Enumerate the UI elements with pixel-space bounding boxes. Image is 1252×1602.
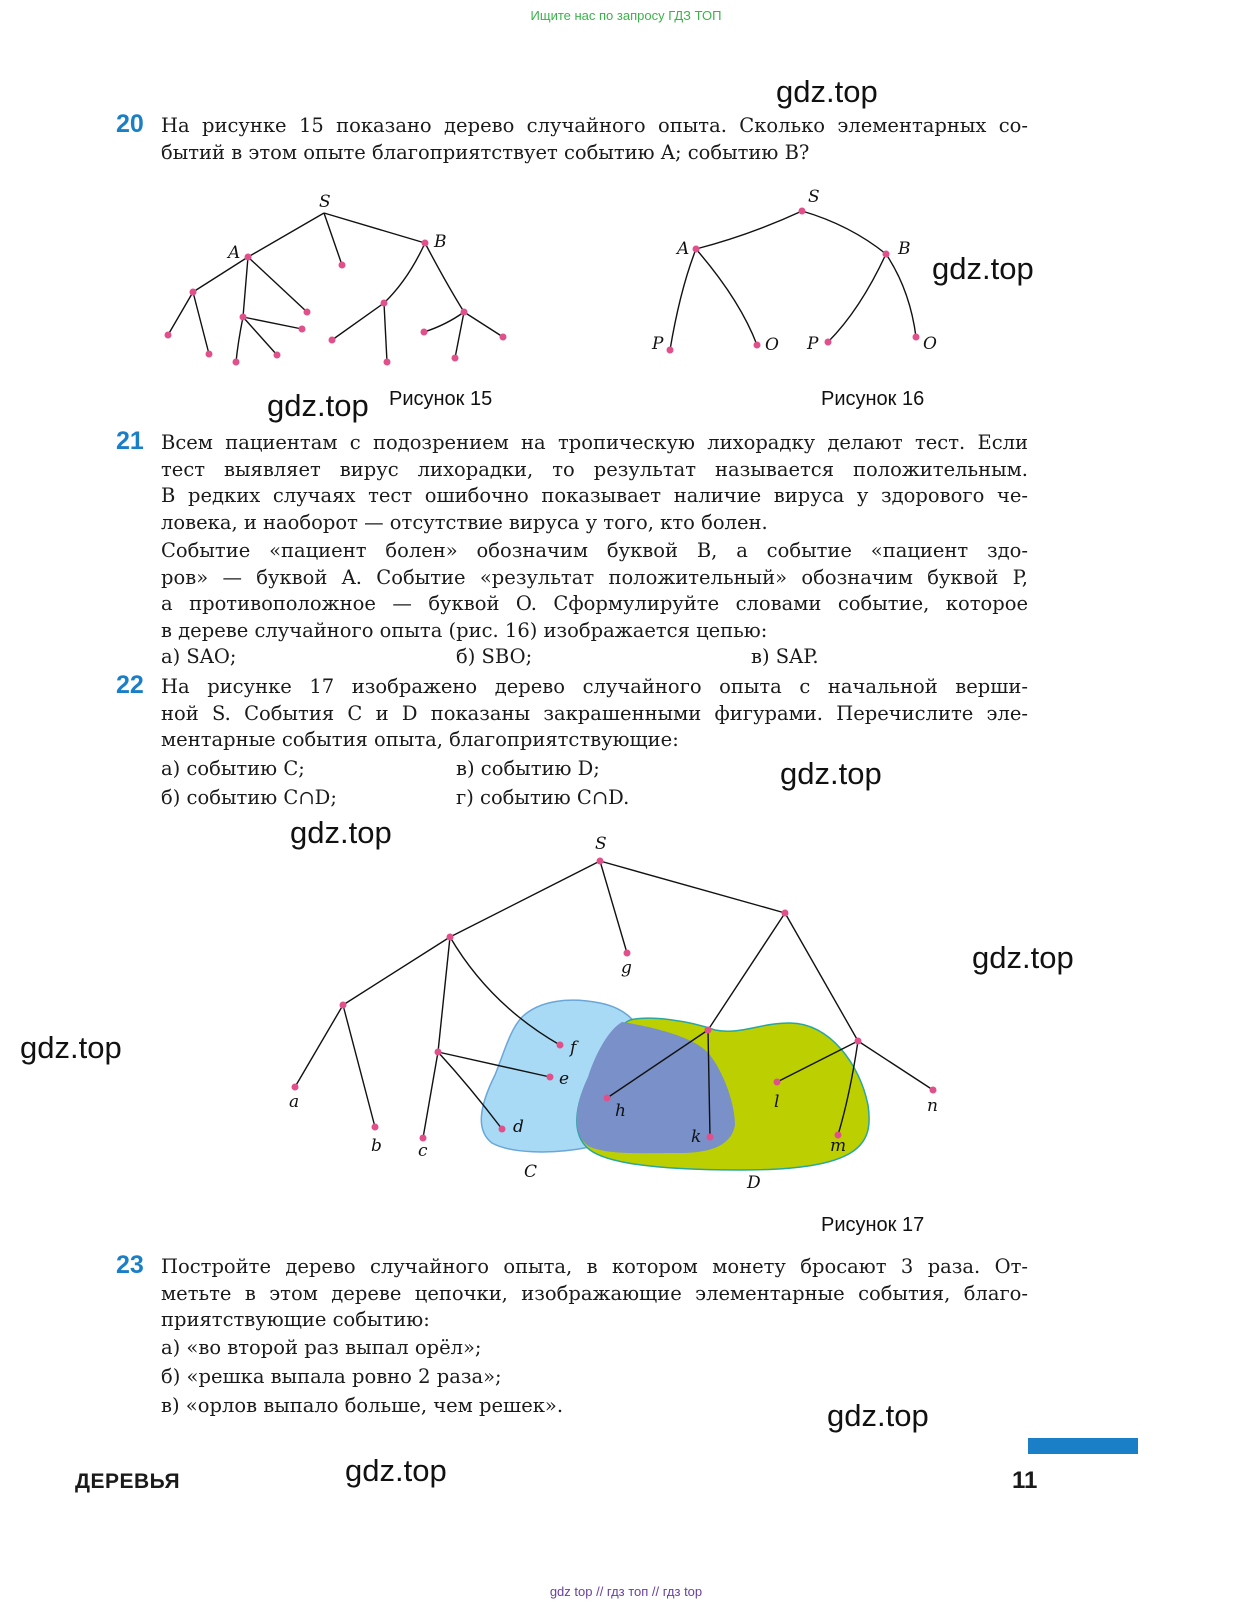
node-label-c: c <box>418 1141 428 1161</box>
option: в) SAP. <box>751 645 819 668</box>
option: б) событию C∩D; <box>161 786 337 809</box>
figure-16-tree <box>640 180 960 370</box>
figure-17-caption: Рисунок 17 <box>821 1214 925 1236</box>
node-label-b: B <box>434 232 447 252</box>
text-line: Всем пациентам с подозрением на тропическую лихорадку делают тест. Если <box>161 431 1028 454</box>
node-label-k: k <box>691 1127 702 1147</box>
node-label-n: n <box>927 1096 938 1116</box>
problem-number: 21 <box>116 427 144 455</box>
text-line: На рисунке 17 изображено дерево случайного опыта с начальной верши- <box>161 675 1028 698</box>
problem-number: 20 <box>116 110 144 138</box>
text-line: ментарные события опыта, благоприятствующие: <box>161 728 679 751</box>
node-label-h: h <box>615 1101 626 1121</box>
node-label-d: d <box>513 1117 524 1137</box>
text-line: Постройте дерево случайного опыта, в котором монету бросают 3 раза. От- <box>161 1255 1028 1278</box>
node-label-m: m <box>830 1136 847 1156</box>
option: г) событию C∩D. <box>456 786 630 809</box>
text-line: ной S. События C и D показаны закрашенными фигурами. Перечислите эле- <box>161 701 1028 725</box>
figure-17-tree <box>270 825 970 1200</box>
option: в) событию D; <box>456 757 600 780</box>
node-label-s: S <box>319 192 331 212</box>
option: в) «орлов выпало больше, чем решек». <box>161 1394 564 1417</box>
set-label-d: D <box>747 1173 761 1193</box>
node-label-o: O <box>765 335 779 355</box>
node-label-p: P <box>807 334 819 354</box>
problem-23-text <box>161 1254 1028 1334</box>
option: б) «решка выпала ровно 2 раза»; <box>161 1365 502 1388</box>
text-line: метьте в этом дереве цепочки, изображающие элементарные события, благо- <box>161 1281 1028 1305</box>
problem-21-text <box>161 538 1028 644</box>
watermark: gdz.top <box>267 388 369 423</box>
text-line: ров» — буквой A. Событие «результат положительный» обозначим буквой P, <box>161 565 1028 589</box>
watermark: gdz.top <box>932 251 1034 286</box>
watermark: gdz.top <box>827 1398 929 1433</box>
text-line: приятствующие событию: <box>161 1308 430 1331</box>
figure-16-caption: Рисунок 16 <box>821 388 925 410</box>
option: а) событию C; <box>161 757 305 780</box>
text-line: тест выявляет вирус лихорадки, то результат называется положительным. <box>161 457 1028 481</box>
node-label-b: b <box>371 1136 382 1156</box>
option: а) SAO; <box>161 645 237 668</box>
text-line: в дереве случайного опыта (рис. 16) изображается цепью: <box>161 618 768 642</box>
page-number: 11 <box>1012 1467 1038 1494</box>
node-label-b: B <box>898 239 911 259</box>
footer-section-title: ДЕРЕВЬЯ <box>75 1470 181 1493</box>
watermark: gdz.top <box>776 74 878 109</box>
text-line: Событие «пациент болен» обозначим буквой B, а событие «пациент здо- <box>161 539 1028 562</box>
problem-21-text <box>161 430 1028 536</box>
figure-15-tree <box>150 180 530 380</box>
node-label-e: e <box>559 1069 570 1089</box>
watermark: gdz.top <box>290 815 392 850</box>
text-line: а противоположное — буквой O. Сформулируйте словами событие, которое <box>161 592 1028 615</box>
watermark: gdz.top <box>780 756 882 791</box>
text-line: В редких случаях тест ошибочно показывает наличие вируса у здорового че- <box>161 484 1028 507</box>
node-label-a: a <box>289 1092 300 1112</box>
text-line: бытий в этом опыте благоприятствует событию A; событию B? <box>161 140 810 164</box>
text-line: ловека, и наоборот — отсутствие вируса у того, кто болен. <box>161 510 768 534</box>
problem-number: 23 <box>116 1251 144 1279</box>
node-label-a: A <box>677 239 690 259</box>
option: а) «во второй раз выпал орёл»; <box>161 1336 482 1359</box>
text-line: На рисунке 15 показано дерево случайного опыта. Сколько элементарных со- <box>161 114 1028 137</box>
set-label-c: C <box>524 1162 538 1182</box>
problem-20-text <box>161 113 1028 166</box>
tree-nodes <box>667 208 920 354</box>
node-label-o: O <box>923 334 937 354</box>
problem-22-text <box>161 674 1028 754</box>
watermark: gdz.top <box>20 1030 122 1065</box>
problem-number: 22 <box>116 671 144 699</box>
node-label-g: g <box>621 958 632 978</box>
node-label-l: l <box>774 1092 780 1112</box>
top-banner[interactable]: Ищите нас по запросу ГДЗ ТОП <box>530 8 722 23</box>
tree-nodes <box>165 240 507 366</box>
footer-accent-bar <box>1028 1438 1138 1454</box>
node-label-p: P <box>652 334 664 354</box>
option: б) SBO; <box>456 645 533 668</box>
node-label-s: S <box>595 834 607 854</box>
node-label-s: S <box>808 187 820 207</box>
figure-15-caption: Рисунок 15 <box>389 388 493 410</box>
node-label-a: A <box>228 243 241 263</box>
node-label-f: f <box>570 1038 577 1058</box>
watermark: gdz.top <box>345 1453 447 1488</box>
bottom-links[interactable]: gdz top // гдз топ // гдз top <box>549 1584 703 1599</box>
watermark: gdz.top <box>972 940 1074 975</box>
